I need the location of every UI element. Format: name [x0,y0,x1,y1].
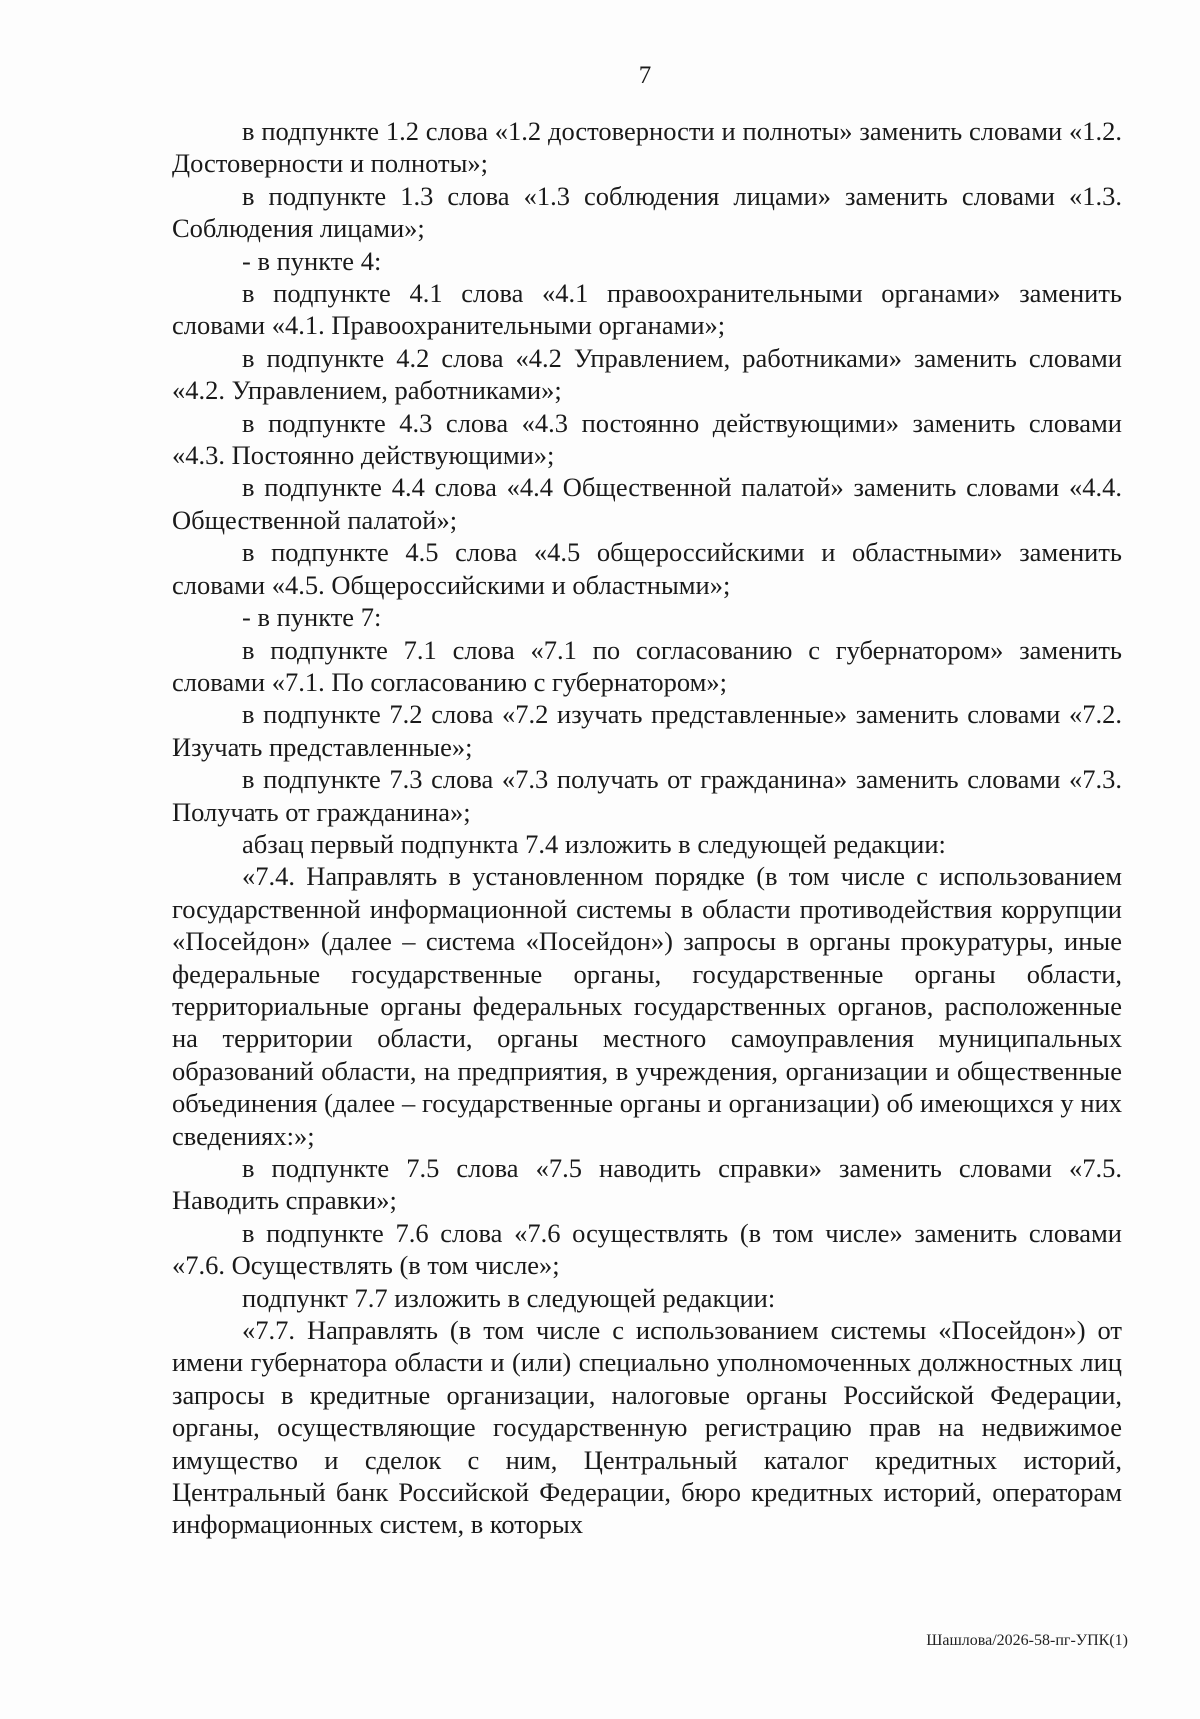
section-heading: - в пункте 7: [242,602,382,633]
paragraph: в подпункте 7.6 слова «7.6 осуществлять (в том числе» заменить словами «7.6. Осуществлять (в том числе»; [172,1217,1122,1281]
document-body [172,115,1122,1541]
paragraph: в подпункте 7.1 слова «7.1 по согласованию с губернатором» заменить словами «7.1. По согласованию с губернатором»; [172,634,1122,697]
paragraph: абзац первый подпункта 7.4 изложить в следующей редакции: [242,828,946,859]
paragraph: в подпункте 4.4 слова «4.4 Общественной палатой» заменить словами «4.4. Общественной палатой»; [172,472,1122,535]
section-heading: - в пункте 4: [242,245,382,276]
paragraph: в подпункте 7.5 слова «7.5 наводить справки» заменить словами «7.5. Наводить справки»; [172,1153,1122,1216]
paragraph: в подпункте 1.2 слова «1.2 достоверности и полноты» заменить словами «1.2. Достоверности и полноты»; [172,116,1122,179]
paragraph: подпункт 7.7 изложить в следующей редакции: [242,1282,776,1313]
page-number: 7 [638,62,652,89]
paragraph: в подпункте 7.3 слова «7.3 получать от гражданина» заменить словами «7.3. Получать от гражданина»; [172,764,1122,827]
quoted-paragraph: «7.7. Направлять (в том числе с использованием системы «Посейдон») от имени губернатора области и (или) специально уполномоченных должностных лиц запросы в кредитные организации, налоговые органы Российской Федерации, органы, осуществляющие государственную регистрацию прав на недвижимое имущество и сделок с ним, Центральный каталог кредитных историй, Центральный банк Российской Федерации, бюро кредитных историй, операторам информационных систем, в которых [172,1315,1122,1540]
paragraph: в подпункте 7.2 слова «7.2 изучать представленные» заменить словами «7.2. Изучать представленные»; [172,699,1122,762]
quoted-paragraph: «7.4. Направлять в установленном порядке (в том числе с использованием государственной информационной системы в области противодействия коррупции «Посейдон» (далее – система «Посейдон») запросы в органы прокуратуры, иные федеральные государственные органы, государственные органы области, территориальные органы федеральных государственных органов, расположенные на территории области, органы местного самоуправления муниципальных образований области, на предприятия, в учреждения, организации и общественные объединения (далее – государственные органы и организации) об имеющихся у них сведениях:»; [172,861,1122,1151]
paragraph: в подпункте 1.3 слова «1.3 соблюдения лицами» заменить словами «1.3. Соблюдения лицами»; [172,180,1122,244]
paragraph: в подпункте 4.2 слова «4.2 Управлением, работниками» заменить словами «4.2. Управлением, работниками»; [172,342,1122,406]
paragraph: в подпункте 4.5 слова «4.5 общероссийскими и областными» заменить словами «4.5. Общероссийскими и областными»; [172,537,1122,600]
paragraph: в подпункте 4.1 слова «4.1 правоохранительными органами» заменить словами «4.1. Правоохранительными органами»; [172,278,1122,341]
paragraph: в подпункте 4.3 слова «4.3 постоянно действующими» заменить словами «4.3. Постоянно действующими»; [172,407,1122,471]
document-reference: Шашлова/2026-58-пг-УПК(1) [926,1632,1128,1649]
